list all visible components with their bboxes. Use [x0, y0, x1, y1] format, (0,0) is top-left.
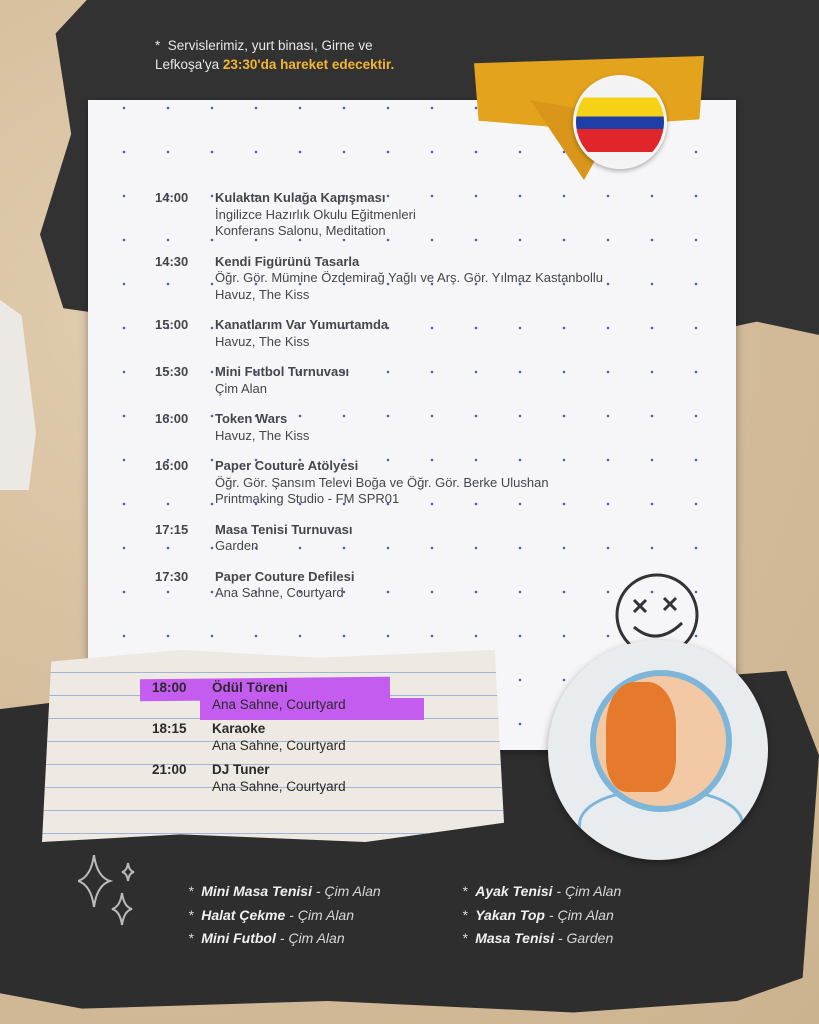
schedule-item [155, 317, 715, 350]
schedule-time: 15:30 [155, 364, 189, 379]
schedule-detail: Ana Sahne, Courtyard [215, 585, 344, 600]
games-list-right [462, 880, 621, 951]
schedule-time: 18:00 [152, 680, 187, 695]
schedule-title: Masa Tenisi Turnuvası [215, 521, 353, 537]
schedule-detail: Ana Sahne, Courtyard [212, 696, 346, 712]
astronaut-face [606, 682, 676, 792]
schedule-time: 14:30 [155, 253, 189, 269]
game-place: Garden [566, 930, 614, 946]
schedule-time: 17:15 [155, 521, 189, 537]
game-item: * Mini Masa Tenisi - Çim Alan [188, 883, 381, 899]
schedule-item [155, 190, 715, 240]
game-place: Çim Alan [324, 883, 381, 899]
schedule-item [155, 254, 715, 304]
schedule-detail: Ana Sahne, Courtyard [212, 778, 346, 794]
schedule-title: Kulaktan Kulağa Kapışması [215, 190, 386, 205]
game-name: Ayak Tenisi [475, 883, 553, 899]
schedule-detail: Garden [215, 538, 259, 553]
schedule-title: Ödül Töreni [212, 680, 288, 695]
game-item: * Halat Çekme - Çim Alan [188, 906, 355, 923]
schedule-detail: Printmaking Studio - FM SPR01 [215, 491, 400, 506]
game-name: Masa Tenisi [475, 930, 555, 946]
game-place: Çim Alan [557, 906, 614, 923]
astronaut-sticker-icon [548, 640, 768, 860]
schedule-item [155, 458, 715, 508]
game-name: Mini Masa Tenisi [201, 883, 312, 899]
schedule-time: 17:30 [155, 568, 189, 584]
game-place: Çim Alan [564, 883, 622, 899]
note-line-1: Servislerimiz, yurt binası, Girne ve [167, 38, 373, 53]
game-name: Mini Futbol [201, 930, 276, 946]
schedule-time: 14:00 [155, 190, 189, 205]
schedule-detail: Öğr. Gör. Mümine Özdemirağ Yağlı ve Arş. Gör. Yılmaz Kastanbollu [215, 270, 604, 285]
games-list-left [188, 880, 381, 951]
schedule-title: Token Wars [215, 411, 288, 426]
evening-schedule [152, 680, 492, 803]
game-item: * Ayak Tenisi - Çim Alan [462, 883, 622, 899]
schedule-detail: Çim Alan [215, 380, 268, 396]
schedule-title: Kanatlarım Var Yumurtamda [215, 317, 389, 332]
astronaut-helmet [590, 670, 732, 812]
schedule-item [152, 680, 492, 713]
schedule-detail: Ana Sahne, Courtyard [212, 737, 346, 753]
schedule-item [152, 721, 492, 754]
schedule-detail: Havuz, The Kiss [215, 427, 310, 443]
sparkles-icon [78, 855, 142, 955]
schedule-time: 18:15 [152, 721, 187, 736]
game-item: * Mini Futbol - Çim Alan [188, 930, 345, 946]
game-place: Çim Alan [288, 930, 345, 946]
schedule-detail: İngilizce Hazırlık Okulu Eğitmenleri [215, 206, 416, 222]
game-place: Çim Alan [297, 906, 355, 923]
schedule-time: 16:00 [155, 458, 189, 473]
schedule-title: Kendi Figürünü Tasarla [215, 253, 360, 269]
game-name: Yakan Top [475, 906, 545, 923]
schedule-time: 16:00 [155, 411, 189, 426]
schedule-detail: Öğr. Gör. Şansım Televi Boğa ve Öğr. Gör. Berke Ulushan [215, 474, 549, 490]
schedule-item [155, 411, 715, 444]
schedule-time: 21:00 [152, 762, 187, 777]
schedule-title: Mini Futbol Turnuvası [215, 364, 350, 379]
game-item: * Masa Tenisi - Garden [462, 930, 614, 946]
game-item: * Yakan Top - Çim Alan [462, 906, 614, 923]
note-line-2: Lefkoşa'ya [155, 57, 223, 72]
schedule-title: Paper Couture Defilesi [215, 568, 355, 584]
schedule-item [155, 522, 715, 555]
schedule-detail: Havuz, The Kiss [215, 333, 310, 349]
game-name: Halat Çekme [201, 906, 286, 923]
flag-sticker-icon [573, 75, 667, 169]
schedule-title: Paper Couture Atölyesi [215, 458, 359, 473]
schedule-detail: Havuz, The Kiss [215, 286, 310, 302]
schedule-item [152, 762, 492, 795]
schedule-title: DJ Tuner [212, 762, 270, 777]
schedule-title: Karaoke [212, 721, 266, 736]
schedule-item [155, 364, 715, 397]
schedule-detail: Konferans Salonu, Meditation [215, 223, 386, 238]
schedule-list [155, 190, 715, 616]
service-note: * Servislerimiz, yurt binası, Girne ve Lefkoşa'ya 23:30'da hareket edecektir. [155, 38, 395, 72]
note-time: 23:30'da hareket edecektir. [222, 57, 395, 72]
schedule-time: 15:00 [155, 317, 189, 332]
